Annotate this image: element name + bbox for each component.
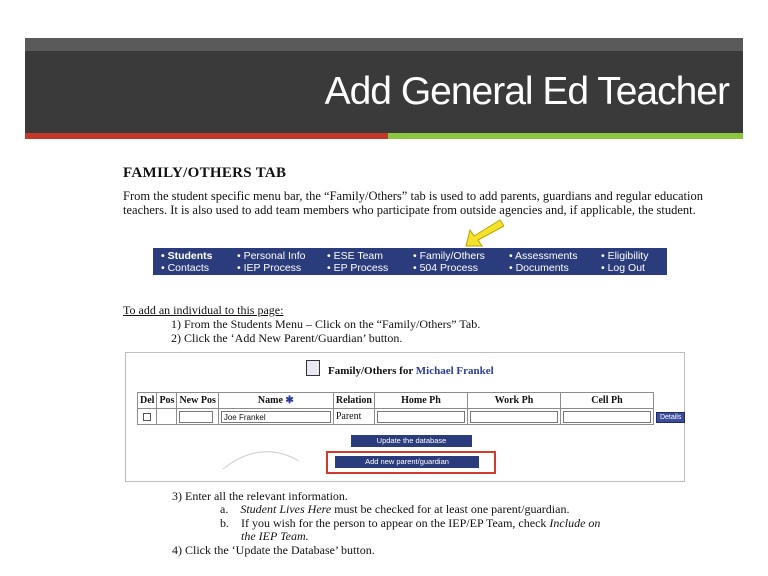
- header-top-strip: [25, 38, 743, 51]
- del-cell: [138, 409, 157, 425]
- step-4: 4) Click the ‘Update the Database’ button.: [172, 543, 375, 557]
- step-3b-cont: [241, 530, 309, 544]
- step-3a-italic: Student Lives Here: [240, 502, 332, 516]
- work-phone-input[interactable]: [470, 411, 558, 423]
- delete-checkbox[interactable]: [143, 413, 151, 421]
- pos-cell: [157, 409, 177, 425]
- slide-title: Add General Ed Teacher: [324, 70, 729, 113]
- accent-bar-green: [388, 133, 743, 139]
- menu-504-process[interactable]: • 504 Process: [413, 262, 478, 274]
- highlight-box: [326, 451, 496, 474]
- new-pos-cell: [177, 409, 218, 425]
- step-3b-text: If you wish for the person to appear on the IEP/EP Team, check: [241, 516, 547, 530]
- accent-bar-red: [25, 133, 388, 139]
- step-3a-prefix: a.: [220, 502, 229, 516]
- col-details: [653, 393, 687, 409]
- col-work-ph: Work Ph: [467, 393, 560, 409]
- update-database-button[interactable]: Update the database: [351, 435, 472, 447]
- cell-ph-cell: [560, 409, 653, 425]
- menu-log-out[interactable]: • Log Out: [601, 262, 645, 274]
- col-new-pos: New Pos: [177, 393, 218, 409]
- sort-star-icon: ✱: [285, 395, 294, 406]
- col-pos: Pos: [157, 393, 177, 409]
- step-3: 3) Enter all the relevant information.: [172, 489, 348, 503]
- menu-eligibility[interactable]: • Eligibility: [601, 250, 649, 262]
- details-cell: [653, 409, 687, 425]
- menu-documents[interactable]: • Documents: [509, 262, 569, 274]
- step-3b-italic-2: the IEP Team.: [241, 529, 309, 543]
- work-ph-cell: [467, 409, 560, 425]
- step-3b-prefix: b.: [220, 516, 229, 530]
- home-ph-cell: [374, 409, 467, 425]
- name-input[interactable]: Joe Frankel: [221, 411, 331, 423]
- cell-phone-input[interactable]: [563, 411, 651, 423]
- slide-header: [25, 38, 743, 133]
- decorative-swoosh: [221, 441, 301, 471]
- family-table: [137, 392, 688, 425]
- doc-heading: FAMILY/OTHERS TAB: [123, 165, 287, 181]
- col-home-ph: Home Ph: [374, 393, 467, 409]
- step-2: 2) Click the ‘Add New Parent/Guardian’ button.: [171, 331, 403, 345]
- document-icon: [306, 360, 320, 376]
- form-title: [328, 365, 494, 377]
- table-row: [138, 409, 688, 425]
- col-name: [218, 393, 333, 409]
- add-parent-guardian-button[interactable]: Add new parent/guardian: [335, 456, 479, 468]
- menu-ep-process[interactable]: • EP Process: [327, 262, 389, 274]
- menu-contacts[interactable]: • Contacts: [161, 262, 210, 274]
- col-cell-ph: Cell Ph: [560, 393, 653, 409]
- doc-paragraph: From the student specific menu bar, the “Family/Others” tab is used to add parents, guardians and regular education teachers. It is also used to add team members who participate from outside agencies and, if applicable, the student.: [123, 189, 703, 217]
- family-others-form: [125, 352, 685, 482]
- student-menu-bar: [153, 248, 667, 275]
- home-phone-input[interactable]: [377, 411, 465, 423]
- new-pos-input[interactable]: [179, 411, 213, 423]
- instructions-label: To add an individual to this page:: [123, 303, 284, 317]
- name-cell: [218, 409, 333, 425]
- form-student-name: Michael Frankel: [415, 365, 494, 377]
- menu-assessments[interactable]: • Assessments: [509, 250, 578, 262]
- step-3a: [220, 503, 569, 517]
- relation-cell: Parent: [333, 409, 374, 425]
- step-3a-text: must be checked for at least one parent/guardian.: [331, 502, 570, 516]
- step-3b-italic: Include on: [549, 516, 601, 530]
- col-del: Del: [138, 393, 157, 409]
- menu-iep-process[interactable]: • IEP Process: [237, 262, 302, 274]
- table-header-row: [138, 393, 688, 409]
- step-1: 1) From the Students Menu – Click on the “Family/Others” Tab.: [171, 317, 481, 331]
- menu-personal-info[interactable]: • Personal Info: [237, 250, 306, 262]
- menu-family-others[interactable]: • Family/Others: [413, 250, 485, 262]
- yellow-arrow-icon: [464, 218, 504, 248]
- col-name-label: Name: [257, 395, 283, 406]
- menu-ese-team[interactable]: • ESE Team: [327, 250, 384, 262]
- col-relation: Relation: [333, 393, 374, 409]
- form-title-prefix: Family/Others for: [328, 365, 414, 377]
- menu-students[interactable]: • Students: [161, 250, 213, 262]
- details-button[interactable]: Details: [656, 412, 685, 423]
